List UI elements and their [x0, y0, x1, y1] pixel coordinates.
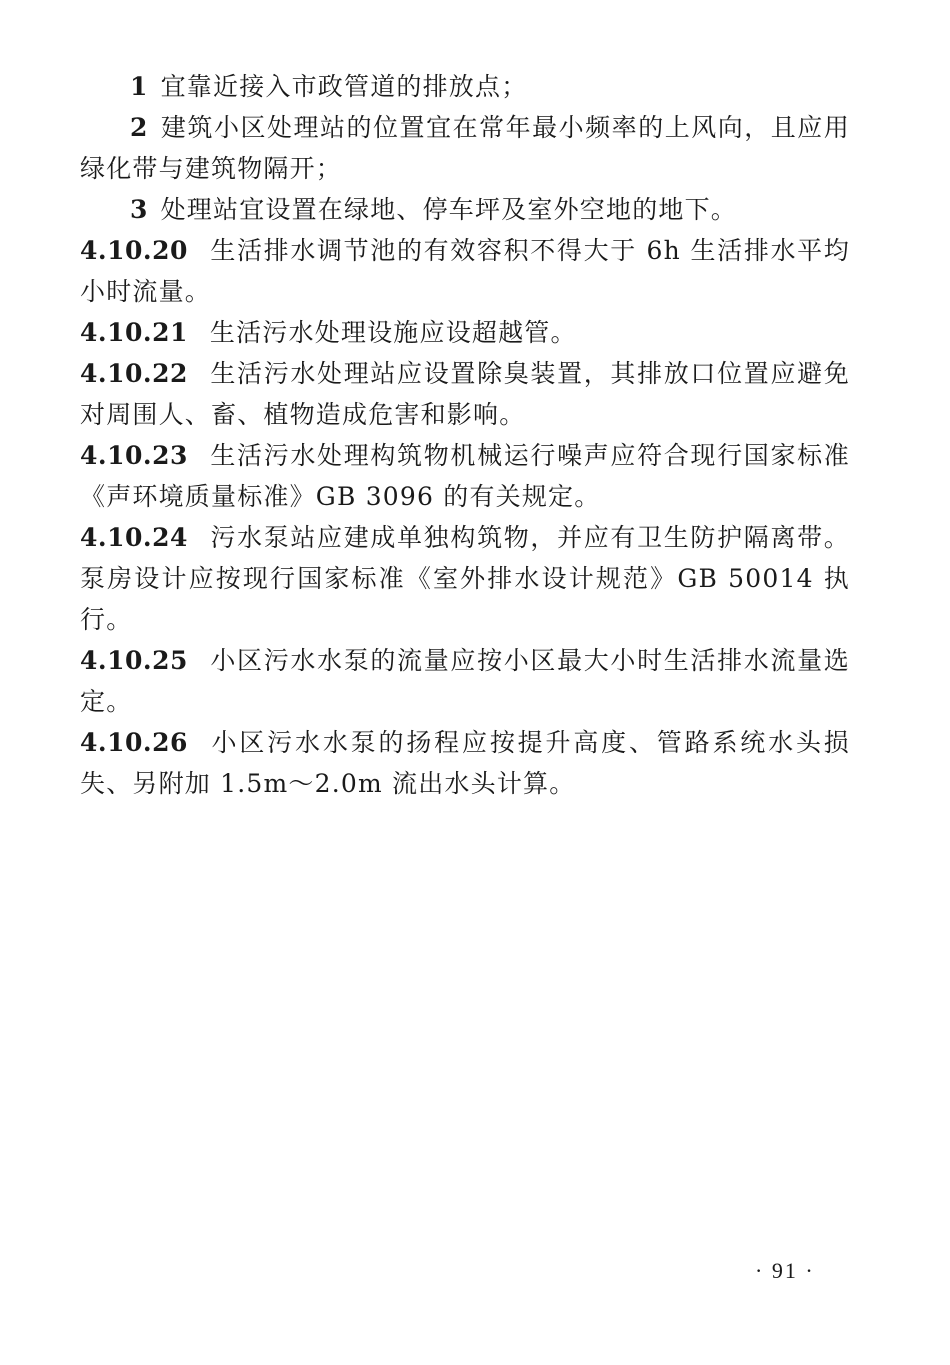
clause-4-10-23	[80, 435, 850, 517]
page-number: · 91 ·	[755, 1258, 815, 1283]
clause-4-10-22	[80, 353, 850, 435]
clause-text: 生活污水处理站应设置除臭装置，其排放口位置应避免对周围人、畜、植物造成危害和影响。	[80, 359, 850, 429]
clause-number: 4.10.23	[80, 441, 188, 470]
clause-number: 4.10.25	[80, 646, 188, 675]
item-number: 2	[130, 113, 149, 142]
clause-text: 生活排水调节池的有效容积不得大于 6h 生活排水平均小时流量。	[80, 236, 850, 306]
clause-4-10-25	[80, 640, 850, 722]
clause-number: 4.10.22	[80, 359, 188, 388]
clause-number: 4.10.24	[80, 523, 188, 552]
clause-number: 4.10.20	[80, 236, 188, 265]
clause-4-10-20	[80, 230, 850, 312]
clause-number: 4.10.21	[80, 318, 188, 347]
clause-number: 4.10.26	[80, 728, 188, 757]
item-text: 处理站宜设置在绿地、停车坪及室外空地的地下。	[160, 195, 738, 224]
item-text: 宜靠近接入市政管道的排放点；	[160, 72, 528, 101]
page-content	[80, 66, 850, 804]
list-item-1	[80, 66, 850, 107]
clause-text: 生活污水处理设施应设超越管。	[209, 318, 577, 347]
list-item-2	[80, 107, 850, 189]
item-text: 建筑小区处理站的位置宜在常年最小频率的上风向，且应用绿化带与建筑物隔开；	[80, 113, 850, 183]
clause-4-10-24	[80, 517, 850, 640]
item-number: 3	[130, 195, 149, 224]
clause-4-10-26	[80, 722, 850, 804]
clause-text: 小区污水水泵的流量应按小区最大小时生活排水流量选定。	[80, 646, 850, 716]
item-number: 1	[130, 72, 149, 101]
clause-text: 污水泵站应建成单独构筑物，并应有卫生防护隔离带。泵房设计应按现行国家标准《室外排水设计规范》GB 50014 执行。	[80, 523, 850, 634]
clause-text: 小区污水水泵的扬程应按提升高度、管路系统水头损失、另附加 1.5m～2.0m 流出水头计算。	[80, 728, 850, 798]
list-item-3	[80, 189, 850, 230]
clause-4-10-21	[80, 312, 850, 353]
clause-text: 生活污水处理构筑物机械运行噪声应符合现行国家标准《声环境质量标准》GB 3096 的有关规定。	[80, 441, 850, 511]
